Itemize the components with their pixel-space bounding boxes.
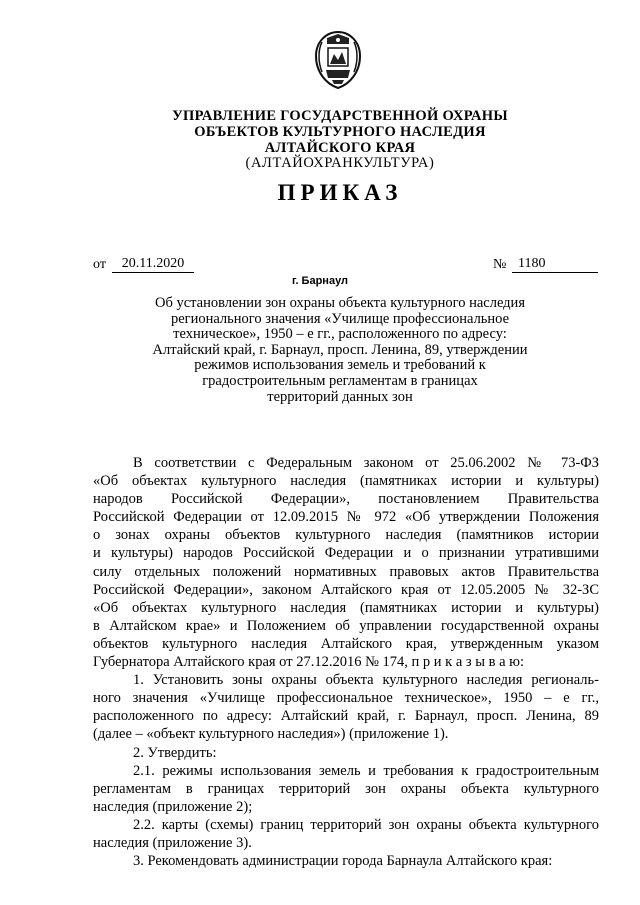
subject-line: градостроительным регламентам в границах <box>202 372 478 389</box>
body-line: народов Российской Федерации», постановлением Правительства <box>93 491 599 508</box>
subject-line: Об установлении зон охраны объекта культурного наследия <box>155 295 525 311</box>
body-line: объектов культурного наследия Алтайского края, утвержденным указом <box>93 635 599 652</box>
body-line: силу отдельных положений нормативных правовых актов Правительства <box>93 563 599 580</box>
order-number: 1180 <box>512 255 598 273</box>
body-line: расположенного по адресу: Алтайский край, г. Барнаул, просп. Ленина, 89 <box>93 708 599 725</box>
body-line: 2. Утвердить: <box>133 744 217 761</box>
body-line: (далее – «объект культурного наследия») (приложение 1). <box>93 726 449 743</box>
org-name-line-3: АЛТАЙСКОГО КРАЯ <box>264 140 416 156</box>
altai-krai-coat-of-arms-icon <box>308 28 368 92</box>
number-prefix: № <box>493 257 507 272</box>
subject-line: техническое», 1950 – е гг., расположенного по адресу: <box>173 326 507 343</box>
order-body <box>93 454 599 870</box>
body-line: ного значения «Училище профессиональное техническое», 1950 – е гг., <box>93 690 599 707</box>
document-title: ПРИКАЗ <box>277 180 403 205</box>
body-line: 2.2. карты (схемы) границ территорий зон охраны объекта культурного <box>133 816 599 833</box>
order-date: 20.11.2020 <box>112 255 194 273</box>
body-line: в Алтайском крае» и Положением об управлении государственной охраны <box>93 617 599 634</box>
body-line: регламентам в границах территорий зон охраны объекта культурного <box>93 780 599 797</box>
city-label: г. Барнаул <box>291 275 349 287</box>
subject-line: Алтайский край, г. Барнаул, просп. Ленина, 89, утверждении <box>152 341 528 358</box>
date-prefix: от <box>93 257 106 272</box>
body-line: наследия (приложение 3). <box>93 834 252 851</box>
body-line: Российской Федерации», законом Алтайского края от 12.05.2005 № 32-ЗС <box>93 581 599 598</box>
body-line: 1. Установить зоны охраны объекта культурного наследия региональ- <box>133 672 599 689</box>
org-name-line-1: УПРАВЛЕНИЕ ГОСУДАРСТВЕННОЙ ОХРАНЫ <box>172 108 508 124</box>
subject-line: режимов использования земель и требований к <box>194 357 486 374</box>
body-line: и культуры) народов Российской Федерации и о признании утратившими <box>93 545 599 562</box>
body-line: наследия (приложение 2); <box>93 798 253 815</box>
body-line: «Об объектах культурного наследия (памятниках истории и культуры) <box>93 599 599 616</box>
body-line: В соответствии с Федеральным законом от 25.06.2002 № 73-ФЗ <box>133 455 599 471</box>
body-line: о зонах охраны объектов культурного наследия (памятников истории <box>93 527 599 544</box>
subject-line: территорий данных зон <box>267 388 413 405</box>
subject-line: регионального значения «Училище профессиональное <box>170 310 510 327</box>
org-short-name: (АЛТАЙОХРАНКУЛЬТУРА) <box>245 155 435 171</box>
body-line: «Об объектах культурного наследия (памятниках истории и культуры) <box>93 473 599 490</box>
body-line: 3. Рекомендовать администрации города Барнаула Алтайского края: <box>133 853 553 870</box>
body-line: Губернатора Алтайского края от 27.12.2016 № 174, п р и к а з ы в а ю: <box>93 654 525 671</box>
body-line: Российской Федерации от 12.09.2015 № 972 «Об утверждении Положения <box>93 509 599 526</box>
org-name-line-2: ОБЪЕКТОВ КУЛЬТУРНОГО НАСЛЕДИЯ <box>194 124 486 140</box>
order-subject <box>112 296 568 405</box>
body-line: 2.1. режимы использования земель и требования к градостроительным <box>133 762 599 779</box>
